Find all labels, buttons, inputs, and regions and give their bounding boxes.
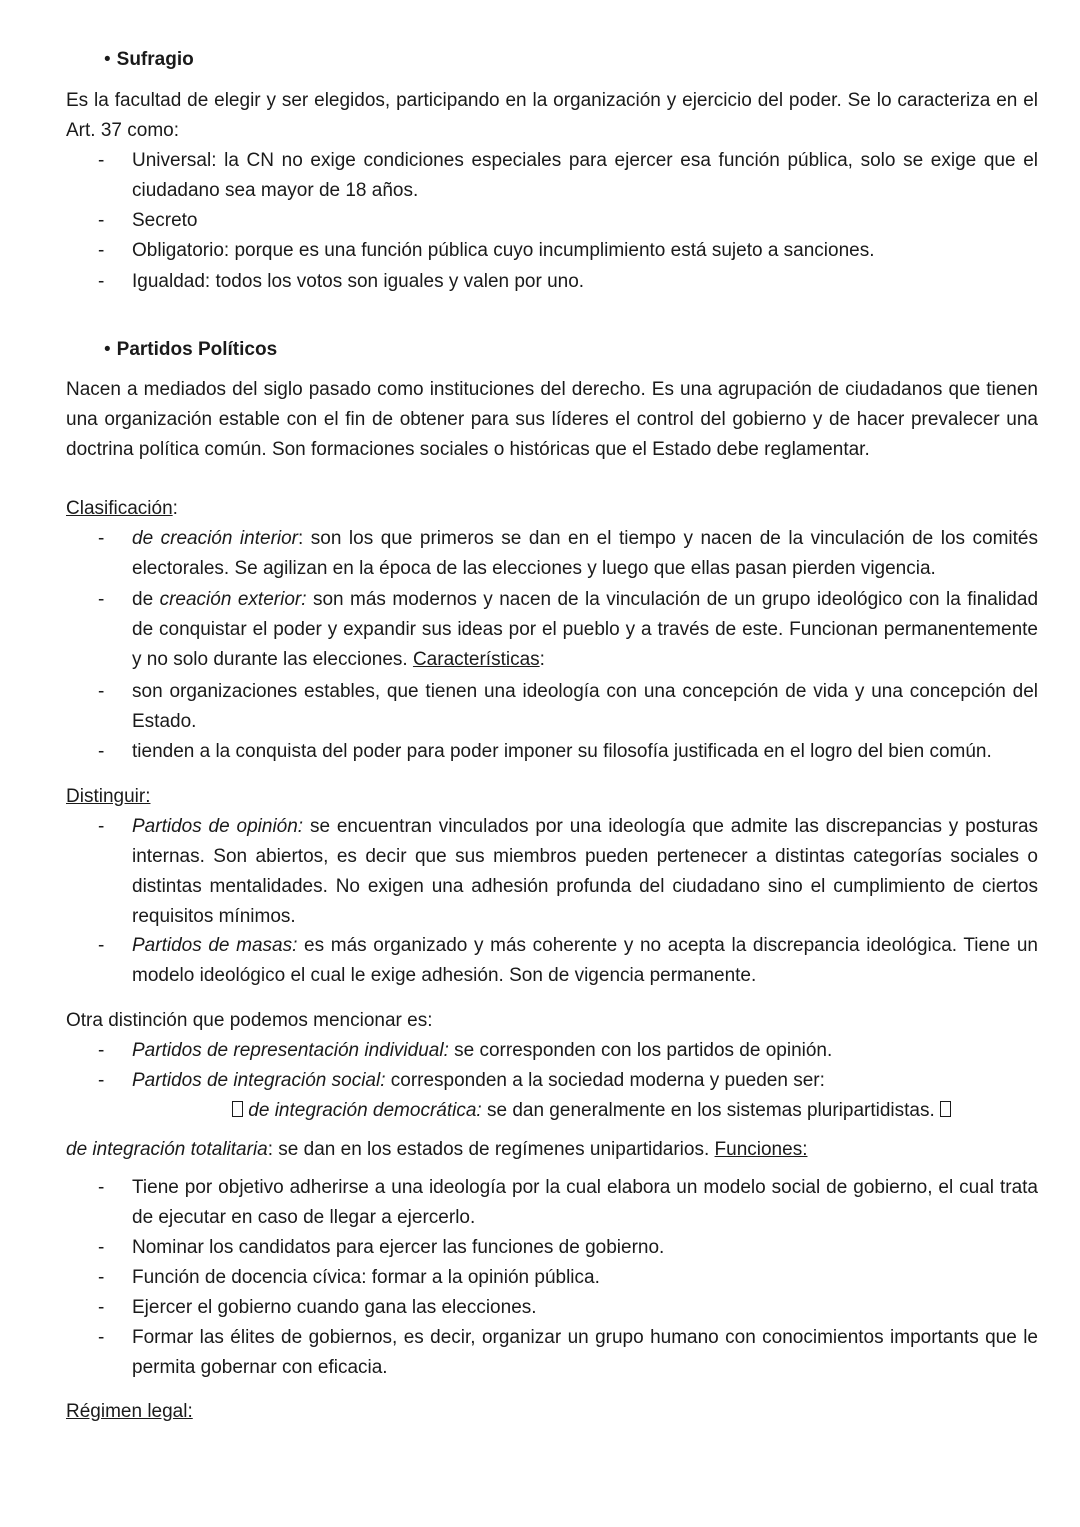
- list-item: - Partidos de opinión: se encuentran vinculados por una ideología que admite las discrepancias y posturas internas. Son abiertos, es decir que sus miembros pueden pertenecer a distintas categorías sociales o distintas mentalidades. No exigen una adhesión profunda del ciudadano sino el cumplimiento de ciertos requisitos mínimos.: [66, 812, 1038, 932]
- body-text: son más modernos y nacen de la vinculación de un grupo ideológico con la finalidad de conquistar el poder y expandir sus ideas por el pueblo y a través de este. Funcionan permanentemente y no solo durante las elecciones.: [132, 589, 1039, 670]
- bullet-icon: •: [104, 339, 111, 360]
- body-text: se encuentran vinculados por una ideología que admite las discrepancias y posturas internas. Son abiertos, es decir que sus miembros pueden pertenecer a distintas categorías sociales o distintas mentalidades. No exigen una adhesión profunda del ciudadano sino el cumplimiento de ciertos requisitos mínimos.: [132, 816, 1039, 927]
- heading-text: Partidos Políticos: [116, 339, 278, 360]
- body-text: : se dan en los estados de regímenes unipartidarios.: [267, 1139, 715, 1160]
- emphasis-text: creación exterior:: [159, 589, 307, 610]
- sub-item-democratica: [232, 1096, 951, 1126]
- list-item-text: [132, 585, 1038, 675]
- emphasis-text: de integración totalitaria: [66, 1139, 268, 1160]
- sub-item-totalitaria: [66, 1135, 807, 1165]
- list-item: - Función de docencia cívica: formar a la opinión pública.: [66, 1263, 1038, 1293]
- emphasis-text: Partidos de integración social:: [132, 1070, 386, 1091]
- emphasis-text: Partidos de masas:: [132, 935, 298, 956]
- list-item: - Obligatorio: porque es una función pública cuyo incumplimiento está sujeto a sanciones.: [66, 236, 1038, 266]
- emphasis-text: Partidos de opinión:: [132, 816, 304, 837]
- body-text: : son los que primeros se dan en el tiempo y nacen de la vinculación de los comités electorales. Se agilizan en la época de las elecciones y luego que ellas pasan pierden vigencia.: [132, 528, 1038, 579]
- section-heading-sufragio: [104, 45, 194, 75]
- list-item: - Ejercer el gobierno cuando gana las elecciones.: [66, 1293, 1038, 1323]
- list-item: - Secreto: [66, 206, 1038, 236]
- emphasis-text: Partidos de representación individual:: [132, 1040, 449, 1061]
- list-item-text: Tiene por objetivo adherirse a una ideología por la cual elabora un modelo social de gobierno, el cual trata de ejecutar en caso de llegar a ejercerlo.: [132, 1177, 1038, 1228]
- body-text: corresponden a la sociedad moderna y pueden ser:: [385, 1070, 825, 1091]
- emphasis-text: de creación interior: [132, 528, 299, 549]
- list-item: - de creación interior: son los que primeros se dan en el tiempo y nacen de la vinculación de los comités electorales. Se agilizan en la época de las elecciones y luego que ellas pasan pierden vigencia.: [66, 524, 1038, 584]
- sufragio-intro: Es la facultad de elegir y ser elegidos, participando en la organización y ejercicio del poder. Se lo caracteriza en el Art. 37 como:: [66, 90, 1038, 141]
- list-item: - Universal: la CN no exige condiciones especiales para ejercer esa función pública, solo se exige que el ciudadano sea mayor de 18 años.: [66, 146, 1038, 206]
- list-item: - Partidos de representación individual: se corresponden con los partidos de opinión.: [66, 1036, 1038, 1066]
- body-text: :: [539, 649, 545, 670]
- list-item-text: tienden a la conquista del poder para poder imponer su filosofía justificada en el logro del bien común.: [132, 741, 992, 762]
- checkbox-glyph-icon: [232, 1101, 243, 1117]
- section-heading-partidos: [104, 335, 277, 365]
- list-item: - Partidos de masas: es más organizado y más coherente y no acepta la discrepancia ideológica. Tiene un modelo ideológico el cual le exige adhesión. Son de vigencia permanente.: [66, 931, 1038, 991]
- list-item-text: son organizaciones estables, que tienen una ideología con una concepción de vida y una concepción del Estado.: [132, 681, 1038, 732]
- emphasis-text: de integración democrática:: [248, 1100, 482, 1121]
- heading-text: Sufragio: [116, 49, 194, 70]
- list-item-text: [132, 812, 1038, 932]
- heading-text: Clasificación: [66, 498, 173, 519]
- list-item: - tienden a la conquista del poder para poder imponer su filosofía justificada en el logro del bien común.: [66, 737, 1038, 767]
- list-item: - de creación exterior: son más modernos y nacen de la vinculación de un grupo ideológico con la finalidad de conquistar el poder y expandir sus ideas por el pueblo y a través de este. Funcionan permanentemente y no solo durante las elecciones. Características:: [66, 585, 1038, 675]
- list-item-text: Función de docencia cívica: formar a la opinión pública.: [132, 1267, 600, 1288]
- list-item-text: Nominar los candidatos para ejercer las funciones de gobierno.: [132, 1237, 665, 1258]
- body-text: se corresponden con los partidos de opinión.: [448, 1040, 833, 1061]
- list-item: - Partidos de integración social: corresponden a la sociedad moderna y pueden ser:: [66, 1066, 1038, 1096]
- list-item-text: [132, 931, 1038, 991]
- list-item-text: Universal: la CN no exige condiciones especiales para ejercer esa función pública, solo se exige que el ciudadano sea mayor de 18 años.: [132, 150, 1038, 201]
- list-item-text: Ejercer el gobierno cuando gana las elecciones.: [132, 1297, 537, 1318]
- checkbox-glyph-icon: [940, 1101, 951, 1117]
- bullet-icon: •: [104, 49, 111, 70]
- otra-intro: Otra distinción que podemos mencionar es:: [66, 1010, 433, 1031]
- partidos-intro: Nacen a mediados del siglo pasado como instituciones del derecho. Es una agrupación de ciudadanos que tienen una organización estable con el fin de obtener para sus líderes el control del gobierno y de hacer prevalecer una doctrina política común. Son formaciones sociales o históricas que el Estado debe reglamentar.: [66, 379, 1038, 460]
- list-item-text: Obligatorio: porque es una función pública cuyo incumplimiento está sujeto a sanciones.: [132, 240, 875, 261]
- list-item-text: [132, 1066, 1038, 1096]
- caracteristicas-label: Características: [412, 649, 540, 670]
- body-text: se dan generalmente en los sistemas pluripartidistas.: [481, 1100, 941, 1121]
- list-item: - son organizaciones estables, que tienen una ideología con una concepción de vida y una concepción del Estado.: [66, 677, 1038, 737]
- list-item: - Nominar los candidatos para ejercer las funciones de gobierno.: [66, 1233, 1038, 1263]
- regimen-heading: Régimen legal:: [66, 1401, 193, 1422]
- list-item-text: Secreto: [132, 210, 198, 231]
- list-item: - Tiene por objetivo adherirse a una ideología por la cual elabora un modelo social de gobierno, el cual trata de ejecutar en caso de llegar a ejercerlo.: [66, 1173, 1038, 1233]
- list-item-text: Igualdad: todos los votos son iguales y valen por uno.: [132, 271, 585, 292]
- list-item-text: [132, 524, 1038, 584]
- funciones-heading: Funciones:: [714, 1139, 808, 1160]
- heading-colon: :: [172, 498, 178, 519]
- list-item-text: Formar las élites de gobiernos, es decir, organizar un grupo humano con conocimientos importants que le permita gobernar con eficacia.: [132, 1327, 1038, 1378]
- clasificacion-heading: [66, 494, 178, 524]
- distinguir-heading: Distinguir:: [66, 786, 151, 807]
- list-item-text: [132, 1036, 1038, 1066]
- list-item: - Formar las élites de gobiernos, es decir, organizar un grupo humano con conocimientos importants que le permita gobernar con eficacia.: [66, 1323, 1038, 1383]
- body-text: es más organizado y más coherente y no acepta la discrepancia ideológica. Tiene un modelo ideológico el cual le exige adhesión. Son de vigencia permanente.: [132, 935, 1038, 986]
- body-text: de: [132, 589, 160, 610]
- list-item: - Igualdad: todos los votos son iguales y valen por uno.: [66, 267, 1038, 297]
